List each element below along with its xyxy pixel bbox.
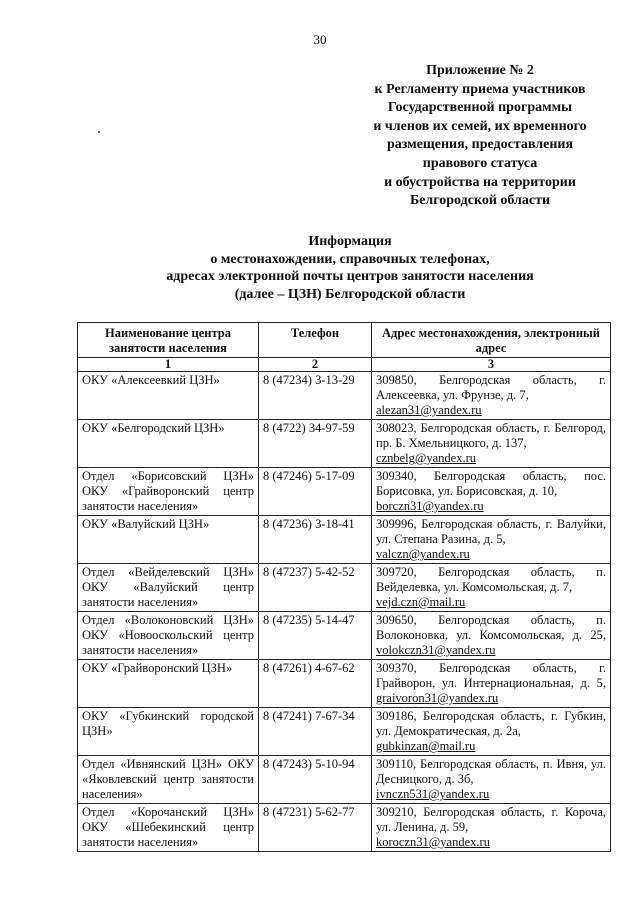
appendix-line: к Регламенту приема участников [374,81,586,97]
center-address [372,756,611,804]
scan-speck [98,131,100,133]
table-row [78,612,611,660]
column-number: 1 [78,358,259,372]
email-link[interactable]: alezan31@yandex.ru [376,403,482,417]
table-row [78,372,611,420]
appendix-line: правового статуса [422,155,538,171]
header-name: Наименование центра занятости населения [78,323,259,358]
address-text: 309850, Белгородская область, г. Алексеевка, ул. Фрунзе, д. 7, [376,373,606,402]
email-link[interactable]: ivnczn531@yandex.ru [376,787,490,801]
address-text: 309650, Белгородская область, п. Волоконовка, ул. Комсомольская, д. 25, [376,613,606,642]
center-phone: 8 (47237) 5-42-52 [259,564,372,612]
address-text: 309720, Белгородская область, п. Вейделевка, ул. Комсомольская, д. 7, [376,565,606,594]
table-row [78,516,611,564]
table-row [78,660,611,708]
header-address: Адрес местонахождения, электронный адрес [372,323,611,358]
table-row [78,804,611,852]
email-link[interactable]: volokczn31@yandex.ru [376,643,496,657]
center-name: ОКУ «Алексеевкий ЦЗН» [78,372,259,420]
appendix-line: размещения, предоставления [386,137,574,153]
appendix-line: и обустройства на территории [384,174,576,190]
appendix-line: Приложение № 2 [426,63,534,78]
center-address [372,516,611,564]
center-phone: 8 (47261) 4-67-62 [259,660,372,708]
table-row [78,708,611,756]
table-row [78,420,611,468]
address-text: 309110, Белгородская область, п. Ивня, ул. Десницкого, д. 3б, [376,757,606,786]
title-line: (далее – ЦЗН) Белгородской области [234,286,466,302]
center-address [372,612,611,660]
email-link[interactable]: valczn@yandex.ru [376,547,470,561]
address-text: 308023, Белгородская область, г. Белгород, пр. Б. Хмельницкого, д. 137, [376,421,606,450]
center-name: Отдел «Волоконовский ЦЗН» ОКУ «Новооскольский центр занятости населения» [78,612,259,660]
address-text: 309996, Белгородская область, г. Валуйки, ул. Степана Разина, д. 5, [376,517,606,546]
title-line: адресах электронной почты центров занятости населения [166,269,534,284]
center-name: Отдел «Борисовский ЦЗН» ОКУ «Грайворонский центр занятости населения» [78,468,259,516]
center-name: ОКУ «Губкинский городской ЦЗН» [78,708,259,756]
center-name: Отдел «Корочанский ЦЗН» ОКУ «Шебекинский центр занятости населения» [78,804,259,852]
email-link[interactable]: koroczn31@yandex.ru [376,835,490,849]
address-text: 309210, Белгородская область, г. Короча, ул. Ленина, д. 59, [376,805,606,834]
table-header-row [78,323,611,358]
center-phone: 8 (4722) 34-97-59 [259,420,372,468]
address-text: 309340, Белгородская область, пос. Борисовка, ул. Борисовская, д. 10, [376,469,606,498]
email-link[interactable]: graivoron31@yandex.ru [376,691,499,705]
table-row [78,564,611,612]
email-link[interactable]: cznbelg@yandex.ru [376,451,477,465]
column-number-row [78,358,611,372]
email-link[interactable]: vejd.czn@mail.ru [376,595,466,609]
center-phone: 8 (47236) 3-18-41 [259,516,372,564]
center-name: ОКУ «Валуйский ЦЗН» [78,516,259,564]
center-address [372,468,611,516]
column-number: 2 [259,358,372,372]
page-number: 30 [313,32,327,47]
appendix-line: и членов их семей, их временного [373,118,587,134]
center-name: ОКУ «Белгородский ЦЗН» [78,420,259,468]
appendix-line: Государственной программы [387,100,573,116]
table-row [78,468,611,516]
title-line: о местонахождении, справочных телефонах, [210,251,490,267]
center-phone: 8 (47241) 7-67-34 [259,708,372,756]
center-phone: 8 (47246) 5-17-09 [259,468,372,516]
center-phone: 8 (47234) 3-13-29 [259,372,372,420]
table-row [78,756,611,804]
center-address [372,420,611,468]
center-phone: 8 (47235) 5-14-47 [259,612,372,660]
address-text: 309370, Белгородская область, г. Грайворон, ул. Интернациональная, д. 5, [376,661,606,690]
center-address [372,660,611,708]
title-line: Информация [308,234,392,249]
center-address [372,564,611,612]
center-name: Отдел «Ивнянский ЦЗН» ОКУ «Яковлевский центр занятости населения» [78,756,259,804]
center-address [372,804,611,852]
center-phone: 8 (47243) 5-10-94 [259,756,372,804]
center-address [372,372,611,420]
center-phone: 8 (47231) 5-62-77 [259,804,372,852]
header-phone: Телефон [259,323,372,358]
center-name: Отдел «Вейделевский ЦЗН» ОКУ «Валуйский центр занятости населения» [78,564,259,612]
appendix-line: Белгородской области [409,193,551,209]
center-address [372,708,611,756]
email-link[interactable]: borczn31@yandex.ru [376,499,484,513]
appendix-heading [330,62,630,211]
document-title [110,233,590,303]
column-number: 3 [372,358,611,372]
employment-centers-table [77,322,611,852]
email-link[interactable]: gubkinzan@mail.ru [376,739,476,753]
address-text: 309186, Белгородская область, г. Губкин, ул. Демократическая, д. 2а, [376,709,606,738]
center-name: ОКУ «Грайворонский ЦЗН» [78,660,259,708]
